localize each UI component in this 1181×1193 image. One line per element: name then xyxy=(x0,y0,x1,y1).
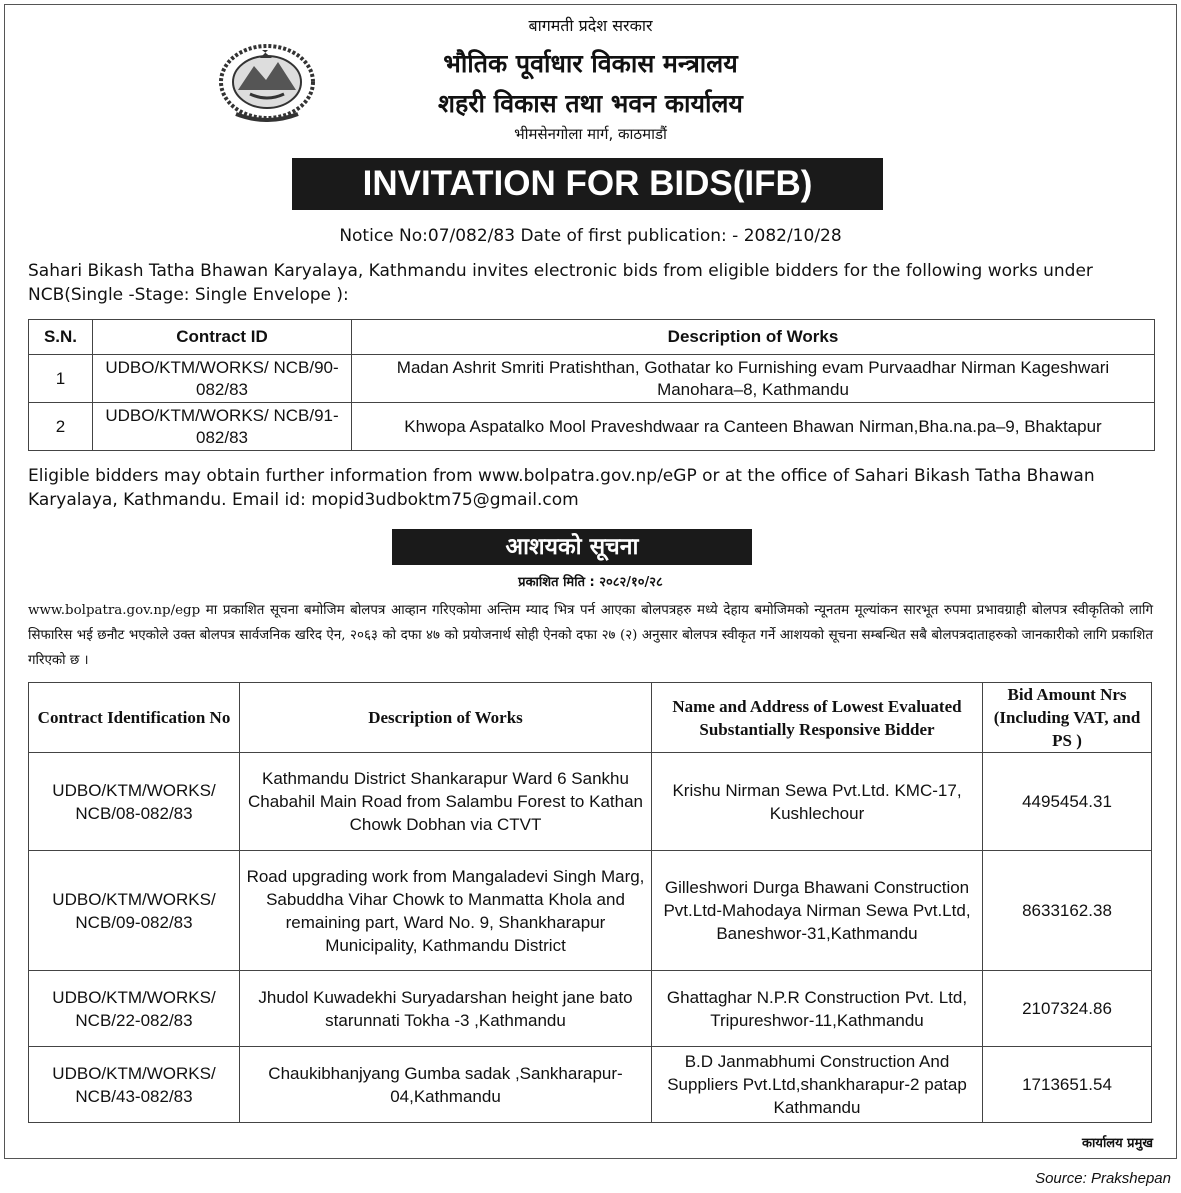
column-header: Description of Works xyxy=(352,320,1155,355)
office-chief-signoff: कार्यालय प्रमुख xyxy=(1082,1136,1153,1151)
contract-id: UDBO/KTM/WORKS/ NCB/08-082/83 xyxy=(29,753,240,851)
bidder-name: Ghattaghar N.P.R Construction Pvt. Ltd, Tripureshwor-11,Kathmandu xyxy=(652,971,983,1047)
notice-number: Notice No:07/082/83 Date of first publication: - 2082/10/28 xyxy=(339,226,842,246)
column-header: Description of Works xyxy=(240,683,652,753)
table-header-row xyxy=(29,683,1152,753)
work-description: Jhudol Kuwadekhi Suryadarshan height jane bato starunnati Tokha -3 ,Kathmandu xyxy=(240,971,652,1047)
intent-title: आशयको सूचना xyxy=(392,529,752,565)
ifb-footer: Eligible bidders may obtain further information from www.bolpatra.gov.np/eGP or at the office of Sahari Bikash Tatha Bhawan Karyalaya, Kathmandu. Email id: mopid3udboktm75@gmail.com xyxy=(28,466,1095,510)
contract-id: UDBO/KTM/WORKS/ NCB/91-082/83 xyxy=(93,403,352,451)
bid-amount: 8633162.38 xyxy=(983,851,1152,971)
bidder-name: Gilleshwori Durga Bhawani Construction Pvt.Ltd-Mahodaya Nirman Sewa Pvt.Ltd, Baneshwor-31,Kathmandu xyxy=(652,851,983,971)
source-credit: Source: Prakshepan xyxy=(1035,1170,1171,1187)
bid-amount: 4495454.31 xyxy=(983,753,1152,851)
column-header: S.N. xyxy=(29,320,93,355)
contract-id: UDBO/KTM/WORKS/ NCB/90-082/83 xyxy=(93,355,352,403)
serial-number: 1 xyxy=(29,355,93,403)
table-row xyxy=(29,753,1152,851)
work-description: Khwopa Aspatalko Mool Praveshdwaar ra Canteen Bhawan Nirman,Bha.na.pa–9, Bhaktapur xyxy=(352,403,1155,451)
table-row xyxy=(29,403,1155,451)
work-description: Road upgrading work from Mangaladevi Singh Marg, Sabuddha Vihar Chowk to Manmatta Khola and remaining part, Ward No. 9, Shankharapur Municipality, Kathmandu District xyxy=(240,851,652,971)
work-description: Chaukibhanjyang Gumba sadak ,Sankharapur-04,Kathmandu xyxy=(240,1047,652,1123)
intent-table xyxy=(28,682,1152,1123)
contract-id: UDBO/KTM/WORKS/ NCB/09-082/83 xyxy=(29,851,240,971)
bid-amount: 2107324.86 xyxy=(983,971,1152,1047)
intent-text: www.bolpatra.gov.np/egp मा प्रकाशित सूचना बमोजिम बोलपत्र आव्हान गरिएकोमा अन्तिम म्याद भित्र पर्न आएका बोलपत्रहरु मध्ये देहाय बमोजिमको न्यूनतम मूल्यांकन सारभूत रुपमा प्रभावग्राही बोलपत्र स्वीकृतिको लागि सिफारिस भई छनौट भएकोले उक्त बोलपत्र सार्वजनिक खरिद ऐन, २०६३ को दफा ४७ को प्रयोजनार्थ सोही ऐनको दफा २७ (२) अनुसार बोलपत्र स्वीकृत गर्ने आशयको सूचना सम्बन्धित सबै बोलपत्रदाताहरुको जानकारीको लागि प्रकाशित गरिएको छ । xyxy=(28,603,1153,668)
publication-date: प्रकाशित मिति : २०८२/१०/२८ xyxy=(518,575,663,590)
contract-id: UDBO/KTM/WORKS/ NCB/22-082/83 xyxy=(29,971,240,1047)
work-description: Kathmandu District Shankarapur Ward 6 Sankhu Chabahil Main Road from Salambu Forest to Kathan Chowk Dobhan via CTVT xyxy=(240,753,652,851)
table-row xyxy=(29,1047,1152,1123)
table-row xyxy=(29,851,1152,971)
ifb-table xyxy=(28,319,1155,451)
column-header: Bid Amount Nrs (Including VAT, and PS ) xyxy=(983,683,1152,753)
bidder-name: B.D Janmabhumi Construction And Suppliers Pvt.Ltd,shankharapur-2 patap Kathmandu xyxy=(652,1047,983,1123)
column-header: Name and Address of Lowest Evaluated Substantially Responsive Bidder xyxy=(652,683,983,753)
bidder-name: Krishu Nirman Sewa Pvt.Ltd. KMC-17, Kushlechour xyxy=(652,753,983,851)
table-row xyxy=(29,355,1155,403)
table-row xyxy=(29,971,1152,1047)
bid-amount: 1713651.54 xyxy=(983,1047,1152,1123)
office-name: शहरी विकास तथा भवन कार्यालय xyxy=(438,89,743,118)
province-name: बागमती प्रदेश सरकार xyxy=(528,16,653,35)
ifb-intro: Sahari Bikash Tatha Bhawan Karyalaya, Kathmandu invites electronic bids from eligible bidders for the following works under NCB(Single -Stage: Single Envelope ): xyxy=(28,261,1093,305)
ministry-name: भौतिक पूर्वाधार विकास मन्त्रालय xyxy=(443,49,738,78)
column-header: Contract Identification No xyxy=(29,683,240,753)
ifb-title: INVITATION FOR BIDS(IFB) xyxy=(292,158,883,210)
contract-id: UDBO/KTM/WORKS/ NCB/43-082/83 xyxy=(29,1047,240,1123)
column-header: Contract ID xyxy=(93,320,352,355)
work-description: Madan Ashrit Smriti Pratishthan, Gothatar ko Furnishing evam Purvaadhar Nirman Kageshwari Manohara–8, Kathmandu xyxy=(352,355,1155,403)
serial-number: 2 xyxy=(29,403,93,451)
table-header-row xyxy=(29,320,1155,355)
office-address: भीमसेनगोला मार्ग, काठमाडौं xyxy=(514,125,667,143)
